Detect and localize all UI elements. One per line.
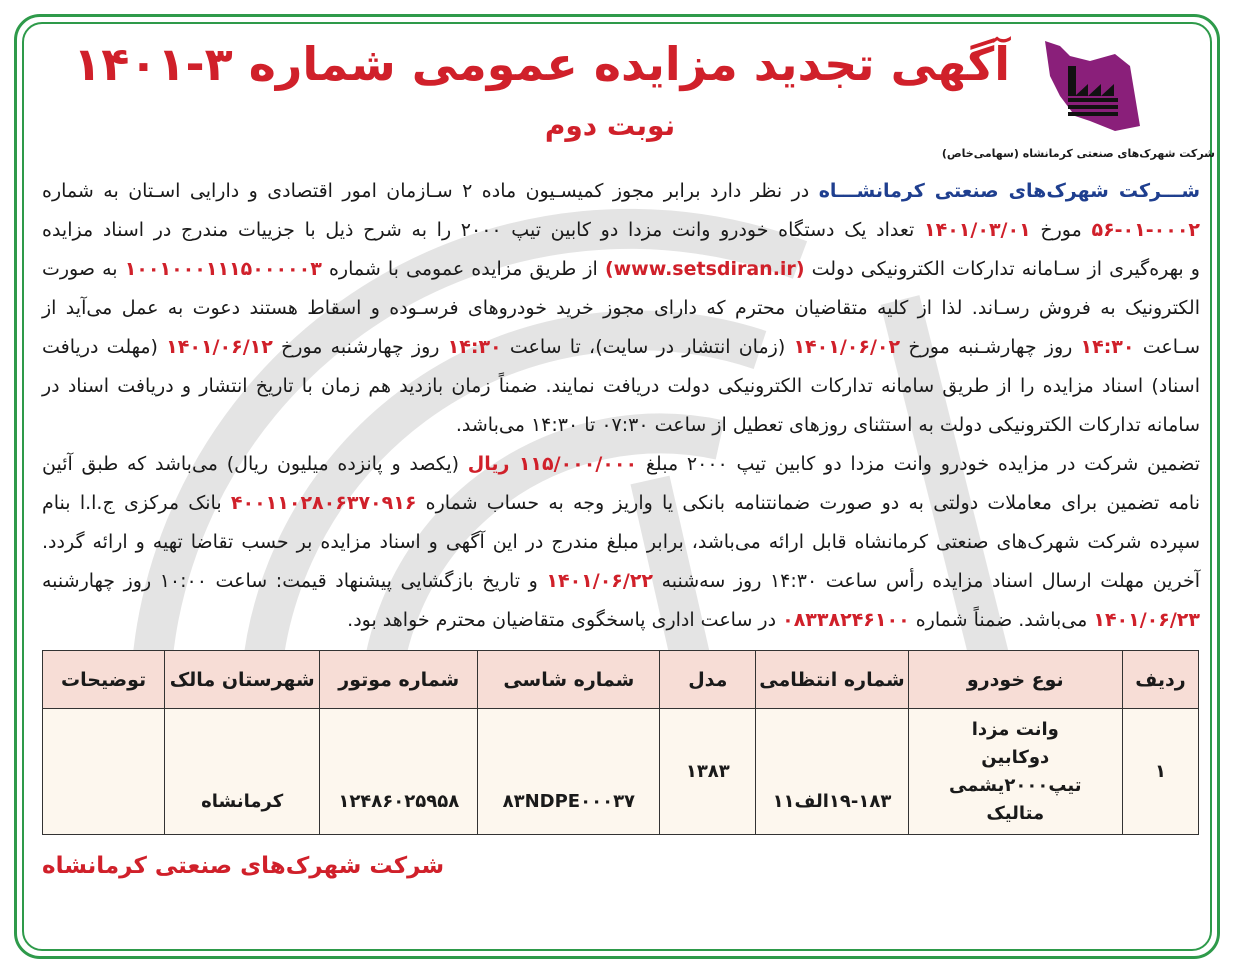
body-text: تضمین شرکت در مزایده خودرو وانت مزدا دو کابین تیپ ۲۰۰۰ مبلغ — [637, 453, 1200, 475]
column-header: شهرستان مالک — [165, 651, 320, 709]
highlighted-value: ۱۴۰۱/۰۶/۲۲ — [546, 570, 654, 592]
body-text: روز چهارشـنبه مورخ — [900, 336, 1081, 358]
body-line — [42, 484, 1200, 523]
body-text: الکترونیک به فروش رسـاند. لذا از کلیه متقاضیان محترم که دارای مجوز خرید خودروهای فرسـوده و اسقاط هستند دعوت به عمل می‌آید از — [42, 297, 1200, 319]
body-text: (یکصد و پانزده میلیون ریال) می‌باشد که طبق آئین — [42, 453, 468, 475]
body-text: (مهلت دریافت — [42, 336, 167, 358]
body-text: سامانه تدارکات الکترونیکی دولت به استثنای روزهای تعطیل از ساعت ۰۷:۳۰ تا ۱۴:۳۰ می‌باشد. — [455, 414, 1200, 436]
notice-content — [42, 172, 1200, 923]
body-text: اسناد) اسناد مزایده را از طریق سامانه تدارکات الکترونیکی دولت دریافت نمایند. ضمناً زمان بازدید هم زمان با تاریخ انتشار و دریافت اسناد در — [42, 375, 1200, 397]
body-line — [42, 445, 1200, 484]
footer-signature: شرکت شهرک‌های صنعتی کرمانشاه — [42, 853, 445, 879]
column-header: مدل — [660, 651, 756, 709]
notice-body — [42, 172, 1200, 640]
table-cell — [43, 709, 165, 835]
body-text: سپرده شرکت شهرک‌های صنعتی کرمانشاه قابل ارائه می‌باشد، برابر مبلغ مندرج در این آگهی و اسناد مزایده بر حسب تقاضا تهیه و ارائه گردد. — [42, 531, 1200, 553]
table-cell: ۸۳NDPE۰۰۰۳۷ — [478, 709, 660, 835]
logo-caption: شرکت شهرک‌های صنعتی کرمانشاه (سهامی‌خاص) — [941, 147, 1215, 160]
body-text: مورخ — [1030, 219, 1092, 241]
body-line — [42, 172, 1200, 211]
body-text: به صورت — [42, 258, 125, 280]
table-cell: کرمانشاه — [165, 709, 320, 835]
highlighted-value: ۱۴۰۱/۰۶/۲۳ — [1093, 609, 1200, 631]
body-text: (زمان انتشار در سایت)، تا ساعت — [501, 336, 794, 358]
table-row — [43, 709, 1199, 835]
column-header: توضیحات — [43, 651, 165, 709]
column-header: ردیف — [1122, 651, 1198, 709]
highlighted-value: ۰۸۳۳۸۲۴۶۱۰۰ — [782, 609, 910, 631]
highlighted-value: ۱۴:۳۰ — [1080, 336, 1135, 358]
body-text: بانک مرکزی ج.ا.ا بنام — [42, 492, 231, 514]
company-name: شـــرکت شهرک‌های صنعتی کرمانشـــاه — [818, 180, 1201, 202]
body-line — [42, 211, 1200, 250]
column-header: شماره شاسی — [478, 651, 660, 709]
body-line — [42, 289, 1200, 328]
body-text: می‌باشد. ضمناً شماره — [909, 609, 1094, 631]
body-line — [42, 328, 1200, 367]
table-header-row — [43, 651, 1199, 709]
highlighted-value: ۱۴۰۱/۰۳/۰۱ — [924, 219, 1031, 241]
table-cell: ۱۹-۱۸۳الف۱۱ — [756, 709, 908, 835]
vehicle-table — [42, 650, 1199, 835]
body-text: تعداد یک دستگاه خودرو وانت مزدا دو کابین تیپ ۲۰۰۰ را به شرح ذیل با جزییات مندرج در اسناد مزایده — [42, 219, 925, 241]
highlighted-value: ۵۶-۰۱-۰۰۰۲ — [1091, 219, 1201, 241]
body-line — [42, 601, 1200, 640]
body-text: در نظر دارد برابر مجوز کمیسـیون ماده ۲ سـازمان امور اقتصادی و دارایی اسـتان به شماره — [42, 180, 819, 202]
body-line — [42, 250, 1200, 289]
highlighted-value: ۱۴۰۱/۰۶/۱۲ — [166, 336, 273, 358]
table-cell: ۱۲۴۸۶۰۲۵۹۵۸ — [320, 709, 478, 835]
body-text: در ساعت اداری پاسخگوی متقاضیان محترم خواهد بود. — [347, 609, 783, 631]
table-cell: وانت مزدا دوکابین تیپ۲۰۰۰یشمی متالیک — [908, 709, 1122, 835]
highlighted-value: ۱۰۰۱۰۰۰۱۱۱۵۰۰۰۰۰۳ — [124, 258, 322, 280]
body-text: سـاعت — [1134, 336, 1200, 358]
highlighted-value: ۱۱۵/۰۰۰/۰۰۰ ریال — [467, 453, 638, 475]
table-cell: ۱ — [1122, 709, 1198, 835]
body-text: روز چهارشنبه مورخ — [272, 336, 448, 358]
table-cell: ۱۳۸۳ — [660, 709, 756, 835]
highlighted-value: (www.setsdiran.ir) — [604, 258, 805, 280]
notice-header — [0, 0, 1234, 172]
notice-subtitle: نوبت دوم — [544, 109, 676, 142]
company-logo-icon — [1030, 36, 1145, 136]
highlighted-value: ۱۴:۳۰ — [447, 336, 502, 358]
body-line — [42, 523, 1200, 562]
column-header: شماره انتظامی — [756, 651, 908, 709]
body-text: و تاریخ بازگشایی پیشنهاد قیمت: ساعت ۱۰:۰۰ روز چهارشنبه — [42, 570, 547, 592]
body-text: از طریق مزایده عمومی با شماره — [321, 258, 605, 280]
body-text: و بهره‌گیری از سـامانه تدارکات الکترونیکی دولت — [804, 258, 1200, 280]
column-header: شماره موتور — [320, 651, 478, 709]
body-line — [42, 562, 1200, 601]
body-text: نامه تضمین برای معاملات دولتی به دو صورت ضمانتنامه بانکی یا واریز وجه به حساب شماره — [416, 492, 1200, 514]
body-line — [42, 367, 1200, 406]
body-text: آخرین مهلت ارسال اسناد مزایده رأس ساعت ۱۴:۳۰ روز سه‌شنبه — [653, 570, 1200, 592]
highlighted-value: ۱۴۰۱/۰۶/۰۲ — [793, 336, 901, 358]
highlighted-value: ۴۰۰۱۱۰۲۸۰۶۳۷۰۹۱۶ — [230, 492, 417, 514]
notice-title: آگهی تجدید مزایده عمومی شماره ۳-۱۴۰۱ — [73, 37, 1010, 91]
body-line — [42, 406, 1200, 445]
column-header: نوع خودرو — [908, 651, 1122, 709]
